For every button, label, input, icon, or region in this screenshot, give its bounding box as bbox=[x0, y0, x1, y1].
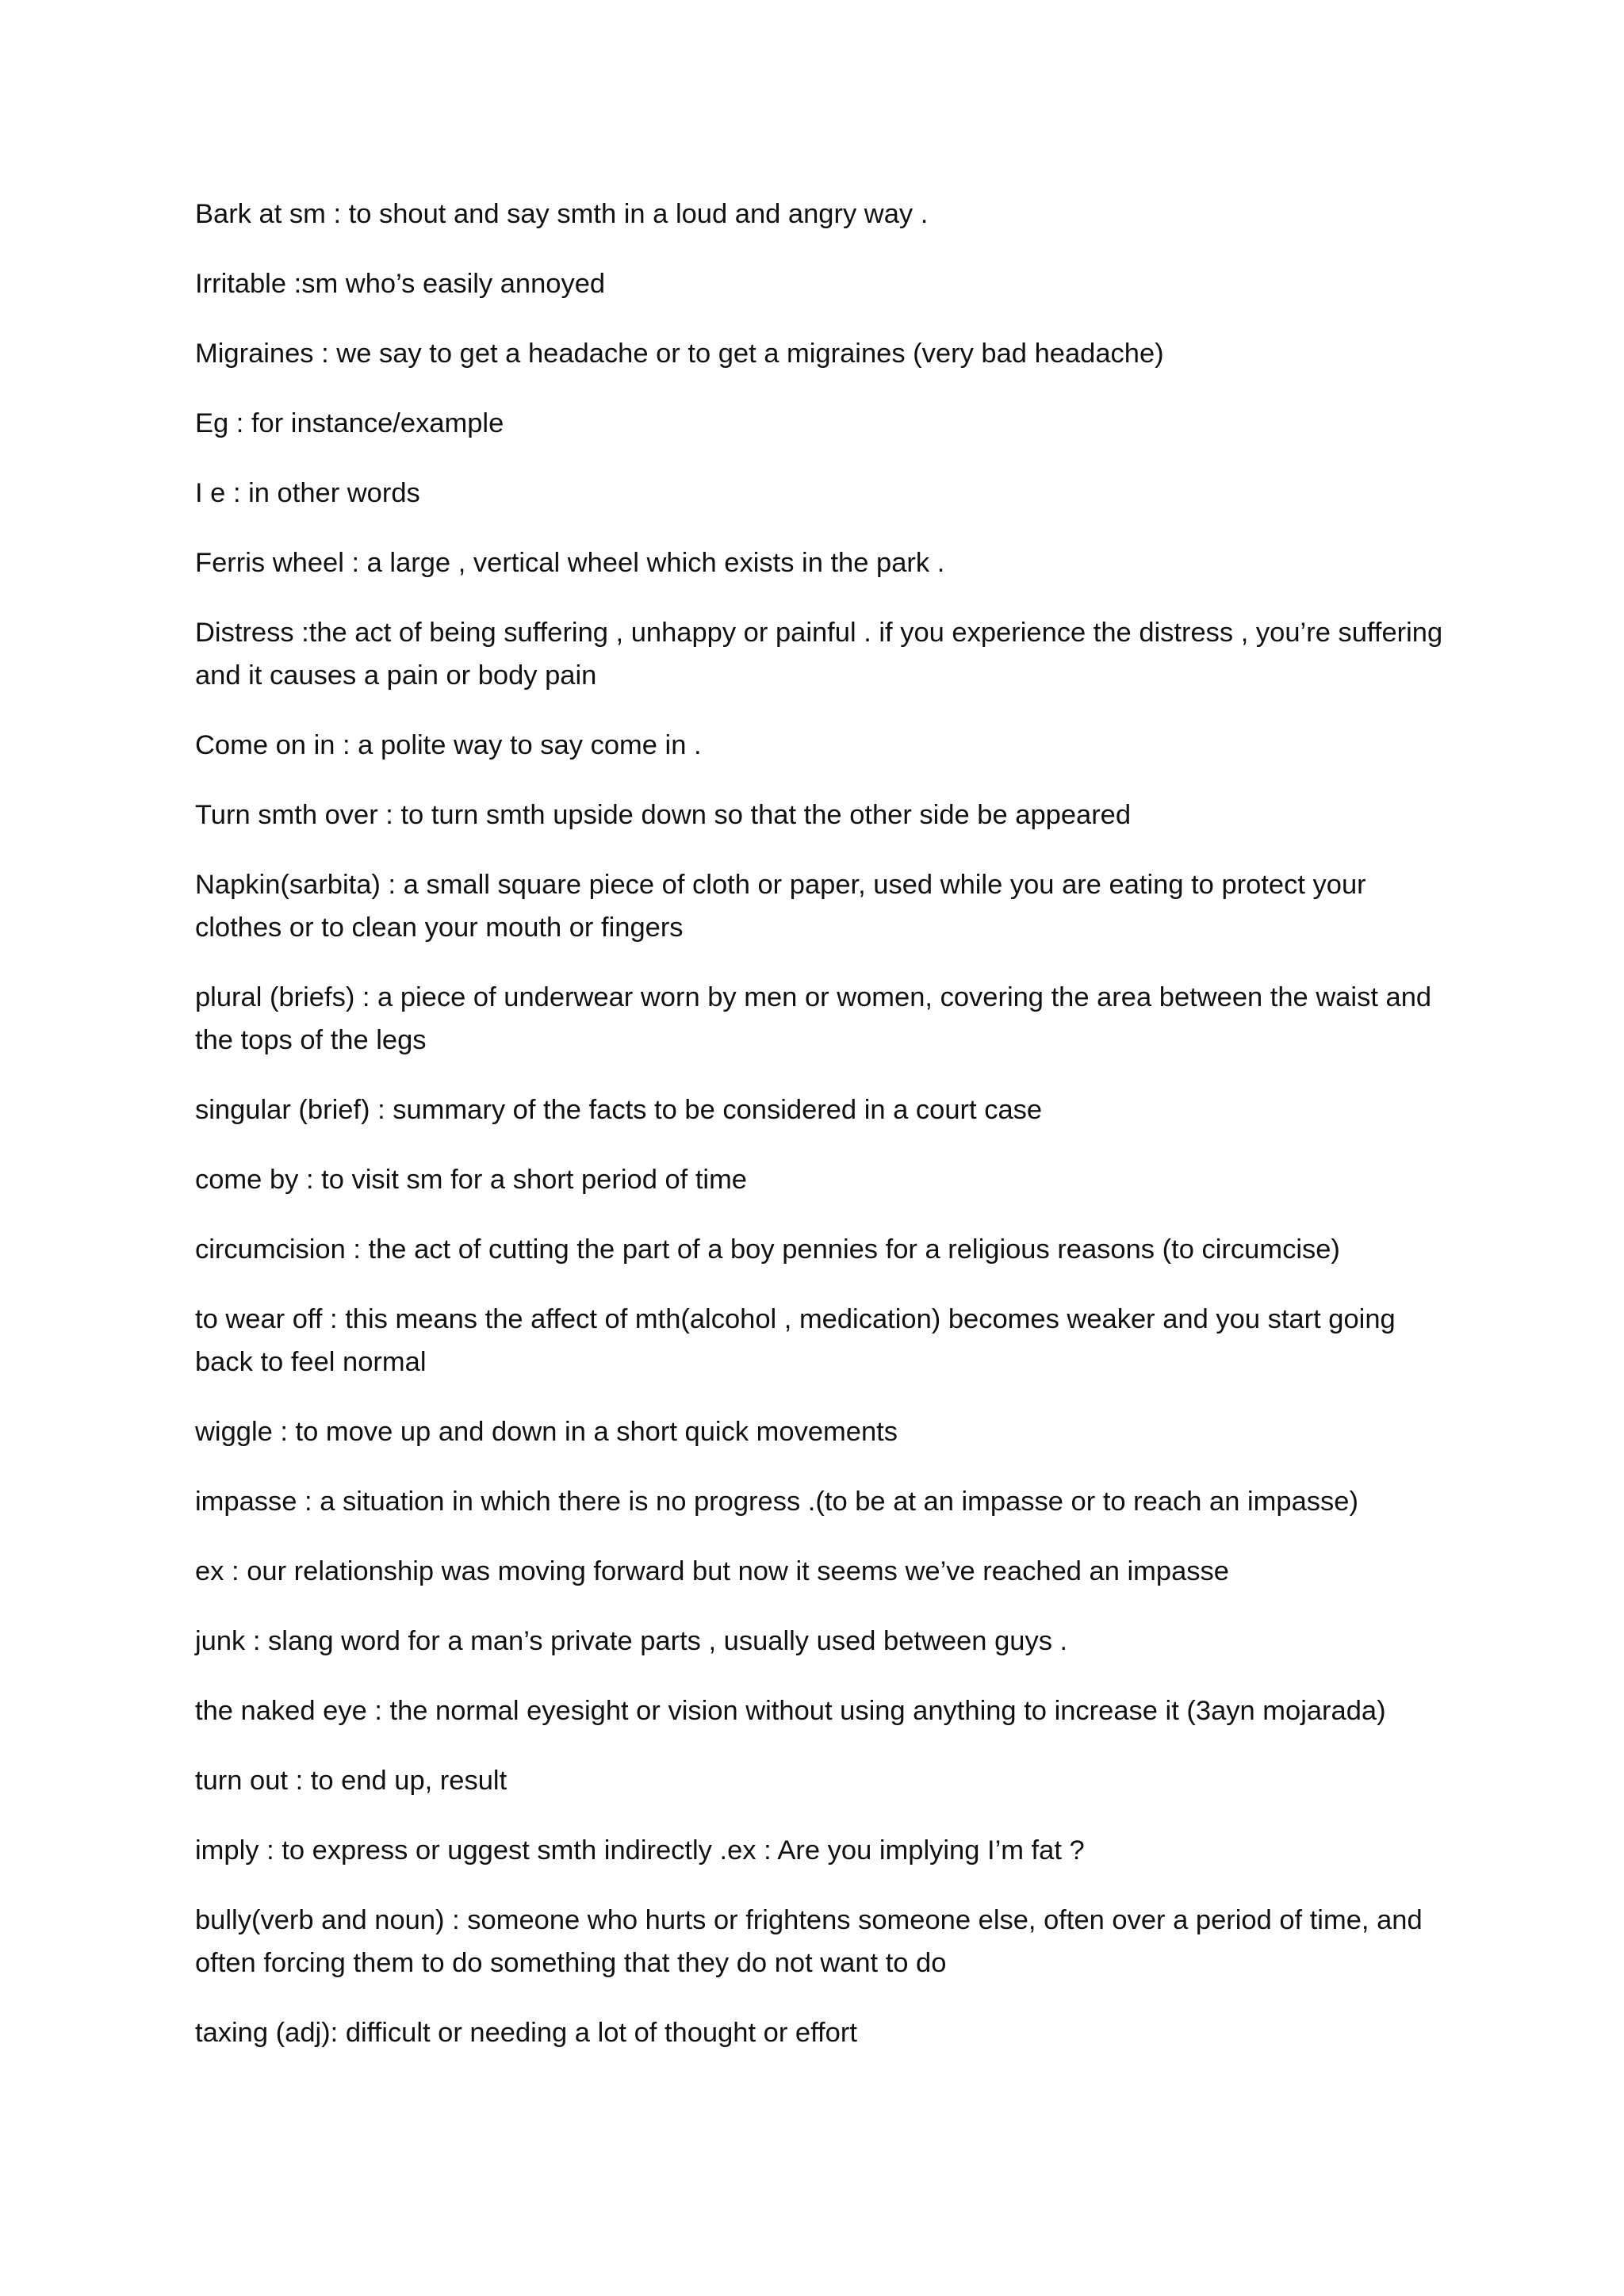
vocab-entry: Migraines : we say to get a headache or to get a migraines (very bad headache) bbox=[195, 339, 1164, 369]
vocab-entry: bully(verb and noun) : someone who hurts or frightens someone else, often over a period of time, and often forcing them to do something that they do not want to do bbox=[195, 1905, 1423, 1978]
vocab-entry: wiggle : to move up and down in a short quick movements bbox=[195, 1417, 898, 1447]
vocab-entry: I e : in other words bbox=[195, 478, 420, 508]
vocab-entry: Napkin(sarbita) : a small square piece of cloth or paper, used while you are eating to protect your clothes or to clean your mouth or fingers bbox=[195, 870, 1366, 943]
vocab-entry: to wear off : this means the affect of mth(alcohol , medication) becomes weaker and you start going back to feel normal bbox=[195, 1304, 1396, 1377]
vocabulary-list bbox=[195, 193, 1448, 2081]
vocab-entry: turn out : to end up, result bbox=[195, 1766, 508, 1796]
vocab-entry: Irritable :sm who’s easily annoyed bbox=[195, 269, 606, 299]
vocab-entry: Distress :the act of being suffering , unhappy or painful . if you experience the distress , you’re suffering and it causes a pain or body pain bbox=[195, 618, 1443, 691]
vocab-entry: Ferris wheel : a large , vertical wheel which exists in the park . bbox=[195, 548, 945, 578]
vocab-entry: circumcision : the act of cutting the part of a boy pennies for a religious reasons (to circumcise) bbox=[195, 1234, 1340, 1265]
vocab-entry: impasse : a situation in which there is no progress .(to be at an impasse or to reach an impasse) bbox=[195, 1487, 1358, 1517]
vocab-entry: come by : to visit sm for a short period of time bbox=[195, 1165, 747, 1195]
vocab-entry: Come on in : a polite way to say come in . bbox=[195, 730, 702, 760]
vocab-entry: the naked eye : the normal eyesight or vision without using anything to increase it (3ayn mojarada) bbox=[195, 1696, 1386, 1726]
vocab-entry: singular (brief) : summary of the facts to be considered in a court case bbox=[195, 1095, 1043, 1125]
vocab-entry: imply : to express or uggest smth indirectly .ex : Are you implying I’m fat ? bbox=[195, 1835, 1085, 1866]
vocab-entry: Turn smth over : to turn smth upside down so that the other side be appeared bbox=[195, 800, 1132, 830]
vocab-entry: plural (briefs) : a piece of underwear worn by men or women, covering the area between the waist and the tops of the legs bbox=[195, 982, 1432, 1055]
vocab-entry: taxing (adj): difficult or needing a lot of thought or effort bbox=[195, 2018, 857, 2048]
vocab-entry: Eg : for instance/example bbox=[195, 408, 504, 438]
vocab-entry: junk : slang word for a man’s private parts , usually used between guys . bbox=[195, 1626, 1068, 1656]
vocab-entry: Bark at sm : to shout and say smth in a loud and angry way . bbox=[195, 199, 929, 229]
vocab-entry: ex : our relationship was moving forward but now it seems we’ve reached an impasse bbox=[195, 1556, 1229, 1586]
